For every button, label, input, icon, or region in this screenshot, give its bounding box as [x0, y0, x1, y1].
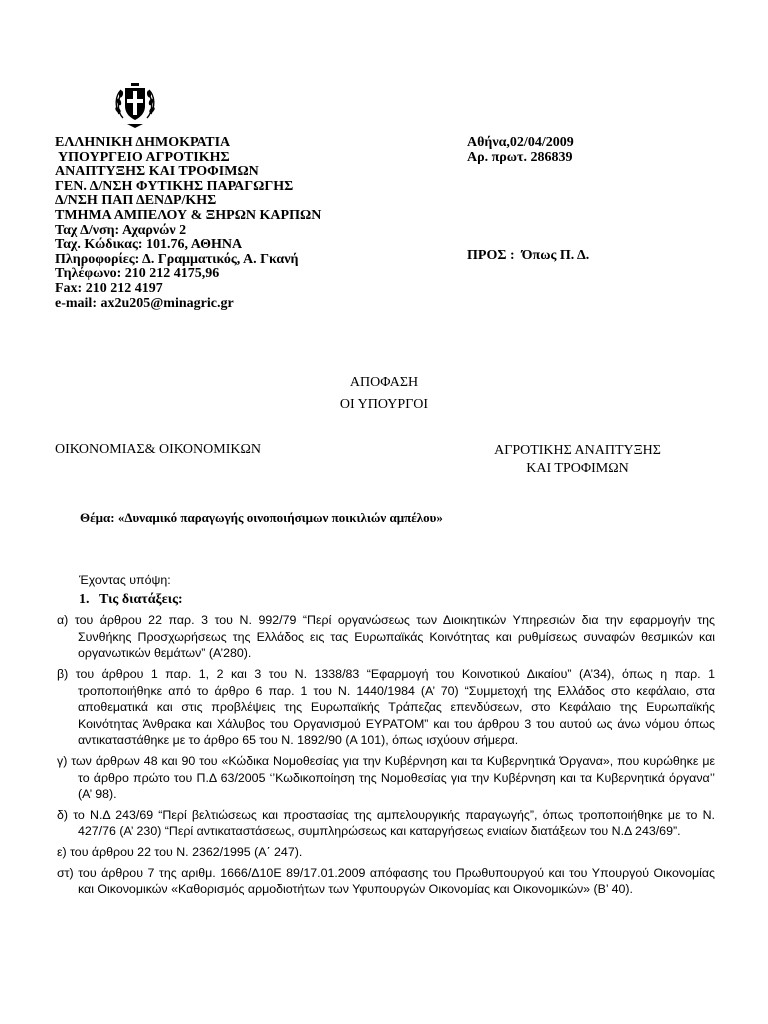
contact-line: Ταχ Δ/νση: Αχαρνών 2: [55, 222, 187, 238]
contact-email: e-mail: ax2u205@minagric.gr: [55, 295, 234, 311]
recipient-line: ΠΡΟΣ : Όπως Π. Δ.: [467, 248, 590, 263]
subject-line: Θέμα: «Δυναμικό παραγωγής οινοποιήσιμων ποικιλιών αμπέλου»: [80, 510, 443, 525]
contact-line: Fax: 210 212 4197: [55, 280, 163, 296]
contact-line: Τηλέφωνο: 210 212 4175,96: [55, 266, 220, 282]
issuer-header-block: [55, 136, 321, 311]
item-heading: [57, 592, 715, 609]
item-number: 1.: [79, 591, 90, 607]
header-line: ΕΛΛΗΝΙΚΗ ΔΗΜΟΚΡΑΤΙΑ: [55, 135, 231, 150]
clause-paragraph: ε) του άρθρου 22 του Ν. 2362/1995 (Α΄ 247).: [57, 844, 303, 859]
intro-text: Έχοντας υπόψη:: [79, 573, 171, 587]
ministers-title: ΟΙ ΥΠΟΥΡΓΟΙ: [339, 397, 429, 412]
document-date: Αθήνα,02/04/2009: [467, 135, 574, 150]
ministry-economy: ΟΙΚΟΝΟΜΙΑΣ& ΟΙΚΟΝΟΜΙΚΩΝ: [55, 442, 261, 457]
clause-paragraph: γ) των άρθρων 48 και 90 του «Κώδικα Νομοθεσίας για την Κυβέρνηση και τα Κυβερνητικά Όργανα», που κυρώθηκε με το άρθρο πρώτο του Π.Δ 63/2005 ‘’Κωδικοποίηση της Νομοθεσίας για την Κυβέρνηση και τα Κυβερνητικά όργανα’’ (Α’ 98).: [57, 753, 715, 802]
contact-line: Ταχ. Κώδικας: 101.76, ΑΘΗΝΑ: [55, 237, 243, 253]
header-line: Δ/ΝΣΗ ΠΑΠ ΔΕΝΔΡ/ΚΗΣ: [55, 193, 217, 209]
header-line: ΓΕΝ. Δ/ΝΣΗ ΦΥΤΙΚΗΣ ΠΑΡΑΓΩΓΗΣ: [55, 178, 294, 194]
contact-line: Πληροφορίες: Δ. Γραμματικός, Α. Γκανή: [55, 251, 299, 267]
document-body: [57, 572, 715, 902]
ministry-agriculture: [470, 442, 685, 478]
protocol-number: Αρ. πρωτ. 286839: [467, 149, 573, 165]
date-protocol-block: [467, 136, 574, 165]
greek-coat-of-arms-emblem: [113, 80, 157, 132]
decision-title: ΑΠΟΦΑΣΗ: [349, 375, 419, 390]
clause-paragraph: στ) του άρθρου 7 της αριθμ. 1666/Δ10Ε 89/17.01.2009 απόφασης του Πρωθυπουργού και του Υπουργού Οικονομίας και Οικονομικών «Καθορισμός αρμοδιοτήτων των Υφυπουργών Οικονομίας και Οικονομικών» (Β’ 40).: [57, 865, 715, 897]
clause-paragraph: δ) το Ν.Δ 243/69 “Περί βελτιώσεως και προστασίας της αμπελουργικής παραγωγής”, όπως τροποποιήθηκε με το Ν. 427/76 (Α’ 230) “Περί αντικαταστάσεως, συμπληρώσεως και καταργήσεως ενιαίων διατάξεων του Ν.Δ 243/69”.: [57, 807, 715, 839]
clause-paragraph: β) του άρθρου 1 παρ. 1, 2 και 3 του Ν. 1338/83 “Εφαρμογή του Κοινοτικού Δικαίου” (Α’34), όπως η παρ. 1 τροποποιήθηκε από το άρθρο 6 παρ. 1 του Ν. 1440/1984 (Α’ 70) “Συμμετοχή της Ελλάδος στο κεφάλαιο, στα αποθεματικά και στις προβλέψεις της Ευρωπαϊκής Τράπεζας επενδύσεων, στο Κεφάλαιο της Ευρωπαϊκής Κοινότητας Άνθρακα και Χάλυβος του Οργανισμού ΕΥΡΑΤΟΜ” και του άρθρου 3 του αυτού ως άνω νόμου όπως αντικαταστάθηκε με το άρθρο 65 του Ν. 1892/90 (Α 101), όπως ισχύουν σήμερα.: [57, 666, 715, 748]
header-line: ΑΝΑΠΤΥΞΗΣ ΚΑΙ ΤΡΟΦΙΜΩΝ: [55, 164, 259, 180]
ministry-agriculture-line1: ΑΓΡΟΤΙΚΗΣ ΑΝΑΠΤΥΞΗΣ: [494, 443, 661, 458]
item-label: Τις διατάξεις:: [99, 591, 183, 607]
header-line: ΤΜΗΜΑ ΑΜΠΕΛΟΥ & ΞΗΡΩΝ ΚΑΡΠΩΝ: [55, 207, 322, 223]
header-line: ΥΠΟΥΡΓΕΙΟ ΑΓΡΟΤΙΚΗΣ: [55, 149, 230, 165]
clause-paragraph: α) του άρθρου 22 παρ. 3 του Ν. 992/79 “Περί οργανώσεως των Διοικητικών Υπηρεσιών δια την εφαρμογήν της Συνθήκης Προσχωρήσεως της Ελλάδος εις τας Ευρωπαϊκάς Κοινότητας και ρυθμίσεως συναφών θεσμικών και οργανωτικών θεμάτων” (Α’280).: [57, 613, 715, 661]
ministry-agriculture-line2: ΚΑΙ ΤΡΟΦΙΜΩΝ: [526, 461, 629, 476]
